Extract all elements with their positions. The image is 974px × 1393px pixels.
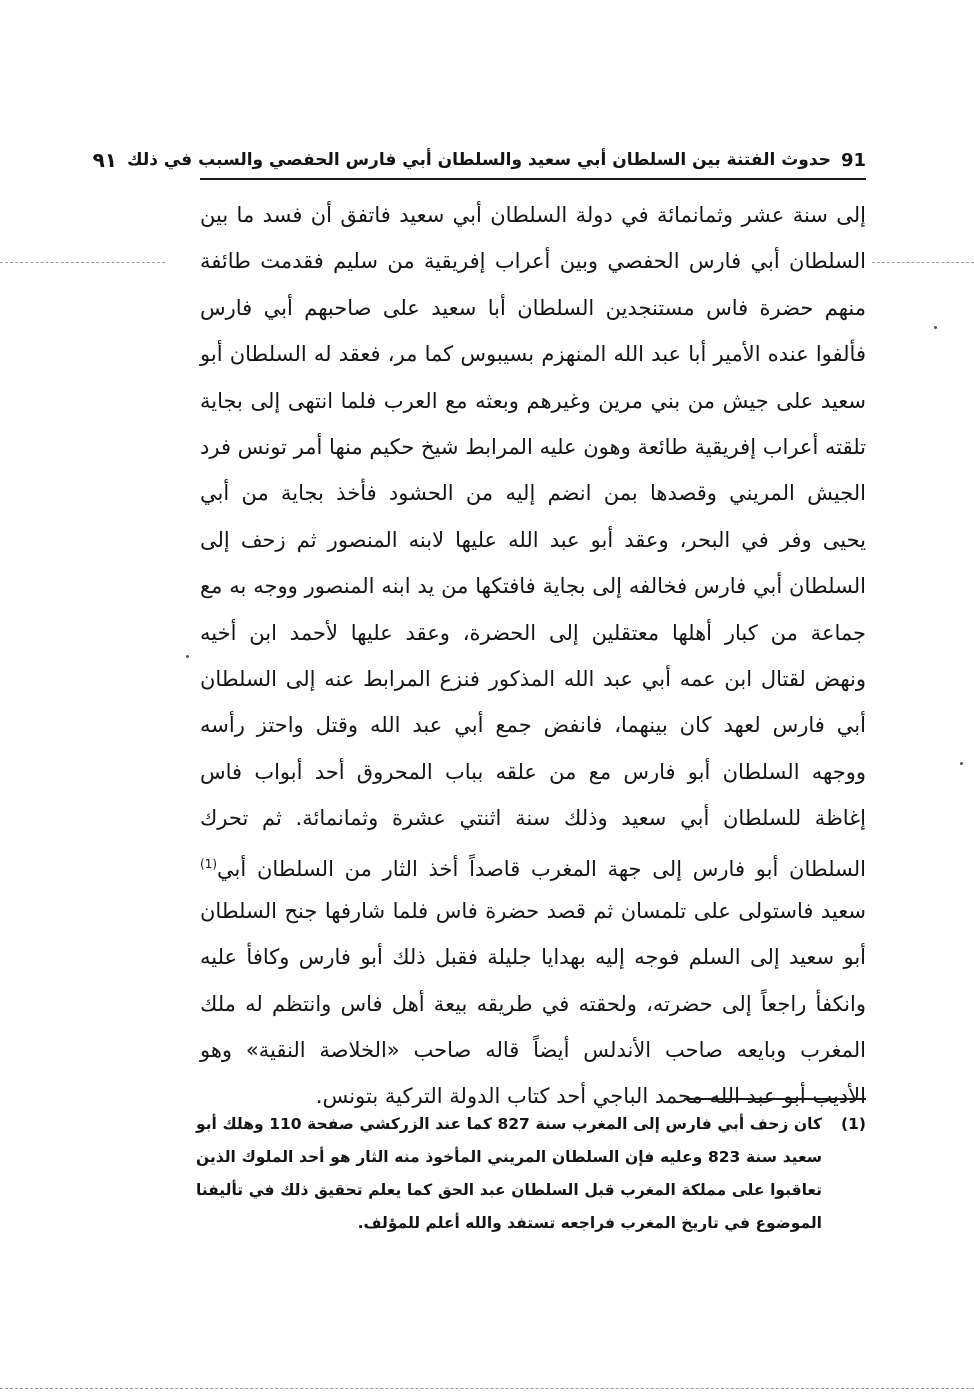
body-line: أبي فارس لعهد كان بينهما، فانفض جمع أبي عبد الله وقتل واحتز رأسه <box>200 713 866 738</box>
body-text <box>200 192 866 1120</box>
body-line: ونهض لقتال ابن عمه أبي عبد الله المذكور فنزع المرابط عنه إلى السلطان <box>200 666 866 691</box>
body-line: سعيد فاستولى على تلمسان ثم قصد حضرة فاس فلما شارفها جنح السلطان <box>200 898 866 923</box>
scan-artifact-line <box>0 1388 974 1389</box>
footnote-item <box>196 1108 866 1240</box>
footnote-line: تعاقبوا على مملكة المغرب قبل السلطان عبد الحق كما يعلم تحقيق ذلك في تأليفنا <box>196 1181 822 1199</box>
body-line: منهم حضرة فاس مستنجدين السلطان أبا سعيد على صاحبهم أبي فارس <box>200 295 866 320</box>
body-line: إغاظة للسلطان أبي سعيد وذلك سنة اثنتي عشرة وثمانمائة. ثم تحرك <box>200 806 866 831</box>
body-line: إلى سنة عشر وثمانمائة في دولة السلطان أبي سعيد فاتفق أن فسد ما بين <box>200 203 866 227</box>
body-line-with-footnote-ref <box>200 841 866 887</box>
scan-artifact-line <box>0 262 165 263</box>
body-line: أبو سعيد إلى السلم فوجه إليه بهدايا جليلة فقبل ذلك أبو فارس وكافأ عليه <box>200 945 866 970</box>
scan-artifact-dot <box>934 326 937 329</box>
body-line-text: السلطان أبو فارس إلى جهة المغرب قاصداً أخذ الثار من السلطان أبي <box>217 857 866 882</box>
body-line: وانكفأ راجعاً إلى حضرته، ولحقته في طريقه بيعة أهل فاس وانتظم له ملك <box>200 991 866 1016</box>
body-line: ووجهه السلطان أبو فارس مع من علقه بباب المحروق أحد أبواب فاس <box>200 759 866 784</box>
body-line: سعيد على جيش من بني مرين وغيرهم وبعثه مع العرب فلما انتهى إلى بجاية <box>200 388 866 413</box>
running-header <box>92 142 866 180</box>
body-line: السلطان أبي فارس فخالفه إلى بجاية فافتكها من يد ابنه المنصور ووجه به مع <box>200 574 866 599</box>
footnote-marker: (1) <box>841 1115 866 1133</box>
body-line: يحيى وفر في البحر، وعقد أبو عبد الله عليها لابنه المنصور ثم زحف إلى <box>200 527 866 552</box>
body-line: الأديب أبو عبد الله محمد الباجي أحد كتاب الدولة التركية بتونس. <box>315 1084 866 1109</box>
footnote-line: كان زحف أبي فارس إلى المغرب سنة 827 كما عند الزركشي صفحة 110 وهلك أبو <box>196 1115 822 1133</box>
body-line: السلطان أبي فارس الحفصي وبين أعراب إفريقية من سليم فقدمت طائفة <box>200 249 866 274</box>
page-number-latin: 91 <box>840 149 866 171</box>
footnote-reference: (1) <box>200 857 218 872</box>
running-title: حدوث الفتنة بين السلطان أبي سعيد والسلطان أبي فارس الحفصي والسبب في ذلك <box>126 150 831 170</box>
footnote-line: سعيد سنة 823 وعليه فإن السلطان المريني المأخوذ منه الثار هو أحد الملوك الذين <box>196 1148 822 1166</box>
scan-artifact-dot <box>186 655 189 658</box>
scan-artifact-line <box>872 262 974 263</box>
body-line: الجيش المريني وقصدها بمن انضم إليه من الحشود فأخذ بجاية من أبي <box>200 481 866 506</box>
body-line: تلقته أعراب إفريقية طائعة وهون عليه المرابط شيخ حكيم منها أمر تونس فرد <box>200 434 866 459</box>
footnote-separator <box>684 1098 866 1100</box>
page-number-arabic: ٩١ <box>92 148 117 172</box>
scan-artifact-dot <box>960 762 963 765</box>
body-line: جماعة من كبار أهلها معتقلين إلى الحضرة، وعقد عليها لأحمد ابن أخيه <box>200 620 866 645</box>
body-line: المغرب وبايعه صاحب الأندلس أيضاً قاله صاحب «الخلاصة النقية» وهو <box>200 1038 866 1063</box>
body-line: فألفوا عنده الأمير أبا عبد الله المنهزم بسيبوس كما مر، فعقد له السلطان أبو <box>200 342 866 367</box>
footnote-text <box>196 1108 822 1240</box>
footnote-line: الموضوع في تاريخ المغرب فراجعه تستفد والله أعلم للمؤلف. <box>357 1214 822 1232</box>
footnotes <box>196 1108 866 1240</box>
